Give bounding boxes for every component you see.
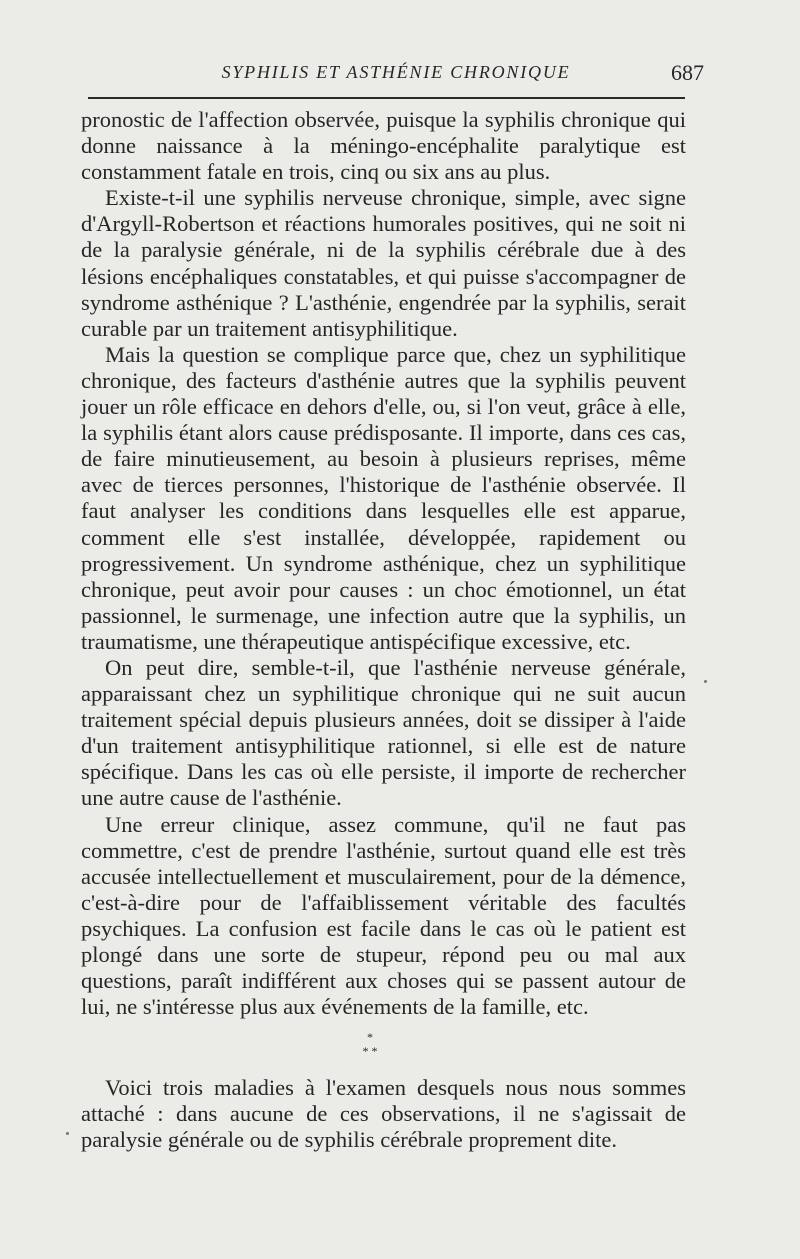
running-title: SYPHILIS ET ASTHÉNIE CHRONIQUE [221, 62, 571, 82]
header-rule [88, 97, 685, 99]
margin-speck [704, 680, 707, 683]
paragraph-complication: Mais la question se complique parce que, chez un syphilitique chronique, des facteurs d'asthénie autres que la syphilis peuvent jouer un rôle efficace en dehors d'elle, ou, si l'on veut, grâce à elle, la syphilis étant alors cause prédisposante. Il importe, dans ces cas, de faire minutieusement, au besoin à plusieurs reprises, même avec de tierces personnes, l'historique de l'asthénie observée. Il faut analyser les conditions dans lesquelles elle est apparue, comment elle s'est installée, développée, rapidement ou progressivement. Un syndrome asthénique, chez un syphilitique chronique, peut avoir pour causes : un choc émotionnel, un état passionnel, le surmenage, une infection autre que la syphilis, un traumatisme, une thérapeutique antispécifique excessive, etc. [81, 341, 686, 654]
closing-section [81, 1075, 686, 1153]
paragraph-question: Existe-t-il une syphilis nerveuse chronique, simple, avec signe d'Argyll-Robertson et réactions humorales positives, qui ne soit ni de la paralysie générale, ni de la syphilis cérébrale due à des lésions encéphaliques constatables, et qui puisse s'accompagner de syndrome asthénique ? L'asthénie, engendrée par la syphilis, serait curable par un traitement antisyphilitique. [81, 185, 686, 341]
main-text [81, 107, 686, 1020]
ornament-top: * [367, 1030, 373, 1044]
page-number: 687 [671, 60, 704, 85]
margin-speck [66, 1132, 69, 1135]
paragraph-continuation: pronostic de l'affection observée, puisque la syphilis chronique qui donne naissance à la méningo-encéphalite paralytique est constamment fatale en trois, cinq ou six ans au plus. [81, 107, 686, 185]
paragraph-clinical-error: Une erreur clinique, assez commune, qu'il ne faut pas commettre, c'est de prendre l'asthénie, surtout quand elle est très accusée intellectuellement et musculairement, pour de la démence, c'est-à-dire pour de l'affaiblissement véritable des facultés psychiques. La confusion est facile dans le cas où le patient est plongé dans une sorte de stupeur, répond peu ou mal aux questions, paraît indifférent aux choses qui se passent autour de lui, ne s'intéresse plus aux événements de la famille, etc. [81, 811, 686, 1020]
section-ornament [340, 1030, 400, 1058]
paragraph-treatment: On peut dire, semble-t-il, que l'asthénie nerveuse générale, apparaissant chez un syphilitique chronique qui ne suit aucun traitement spécial depuis plusieurs années, doit se dissiper à l'aide d'un traitement antisyphilitique rationnel, si elle est de nature spécifique. Dans les cas où elle persiste, il importe de rechercher une autre cause de l'asthénie. [81, 654, 686, 811]
running-head [88, 58, 704, 88]
paragraph-closing: Voici trois maladies à l'examen desquels nous nous sommes attaché : dans aucune de ces observations, il ne s'agissait de paralysie générale ou de syphilis cérébrale proprement dite. [81, 1075, 686, 1153]
ornament-bottom: * * [362, 1044, 378, 1058]
